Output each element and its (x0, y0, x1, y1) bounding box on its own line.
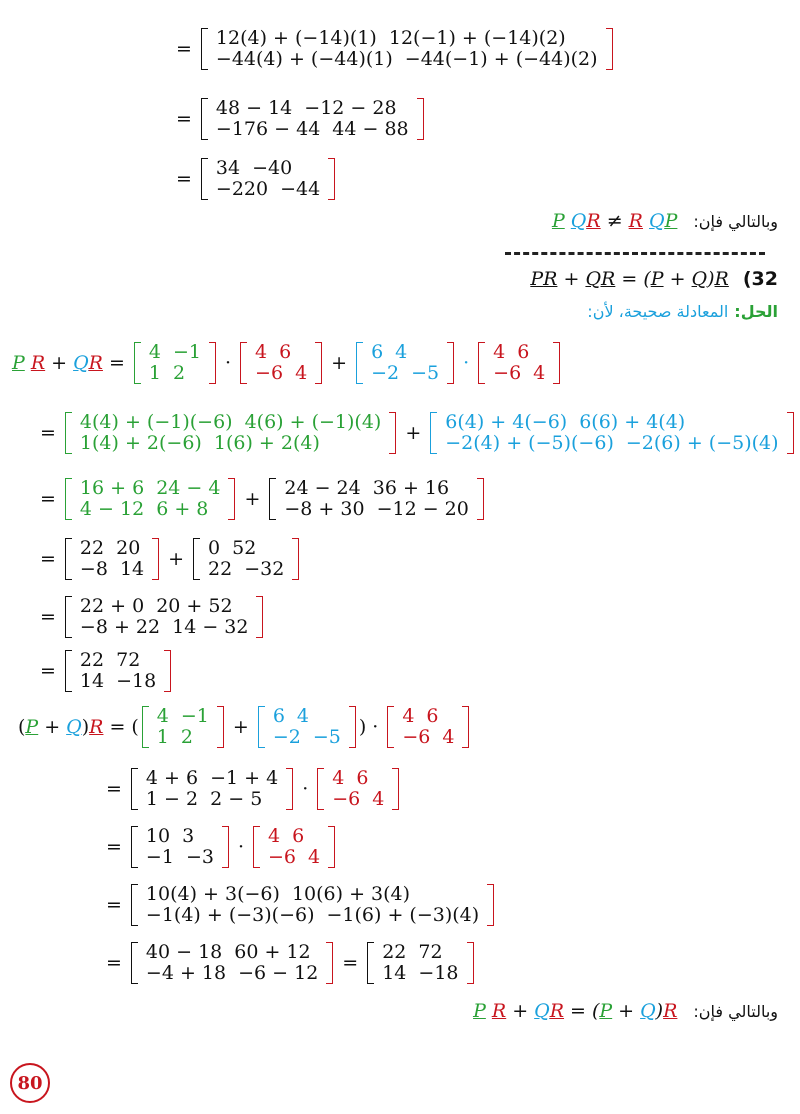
matrix-cell: −2(4) + (−5)(−6) (445, 432, 614, 454)
matrix-cell: 22 (208, 558, 233, 580)
matrix-cell: 2 (172, 362, 186, 384)
matrix-cell: −220 (215, 178, 269, 200)
matrix-cell: −40 (252, 157, 293, 179)
solution-label: الحل: (734, 302, 778, 321)
matrix-cell: −8 + 22 (79, 616, 161, 638)
matrix-cell: −1(6) + (−3)(4) (326, 904, 480, 926)
matrix-cell: −2 (371, 362, 400, 384)
matrix-cell: 6(4) + 4(−6) (445, 411, 568, 433)
matrix-cell: 4 (148, 341, 161, 363)
matrix-cell: 4 (395, 341, 408, 363)
conclusion-label: وبالتالي فإن: (693, 211, 778, 231)
q32-expression: PR + QR = (P + Q)R (530, 268, 729, 290)
matrix-r (387, 706, 469, 748)
conclusion-expression: P QR ≠ R QP (551, 210, 678, 232)
matrix-cell: −18 (116, 670, 157, 692)
matrix-cell: −6 (332, 788, 361, 810)
matrix-cell: −5 (411, 362, 440, 384)
matrix-cell: −12 − 20 (376, 498, 469, 520)
matrix-cell: −6 (268, 846, 297, 868)
matrix-cell: 14 (79, 670, 105, 692)
matrix-cell: 60 + 12 (234, 941, 311, 963)
matrix (430, 412, 793, 454)
matrix-cell: −8 (79, 558, 108, 580)
matrix-cell: −176 − 44 (215, 118, 321, 140)
eq-step-3: = 22 20 −8 14 + 0 52 22 −32 (34, 538, 302, 580)
matrix-cell: 12(4) + (−14)(1) (215, 27, 377, 49)
matrix-cell: 24 − 24 (284, 477, 361, 499)
matrix (201, 28, 613, 70)
matrix-cell: 22 (382, 941, 407, 963)
matrix-cell: 4 (255, 341, 268, 363)
matrix-cell: −5 (312, 726, 341, 748)
eq-pr-qr: P R + Q R = 4 −1 1 2 · 4 6 −6 4 + 6 4 −2 −5 · 4 6 −6 4 (12, 342, 563, 384)
section-divider (505, 252, 765, 255)
matrix-cell: −6 − 12 (238, 962, 319, 984)
matrix-cell: −4 + 18 (145, 962, 227, 984)
matrix-cell: 12(−1) + (−14)(2) (388, 27, 566, 49)
matrix-cell: 72 (418, 941, 443, 963)
matrix-cell: 4 (156, 705, 169, 727)
matrix (131, 826, 229, 868)
eq2-step-3: = 10(4) + 3(−6) 10(6) + 3(4) −1(4) + (−3)(−6) −1(6) + (−3)(4) (100, 884, 497, 926)
matrix-cell: 20 (116, 537, 141, 559)
matrix-cell: 36 + 16 (372, 477, 450, 499)
matrix-cell: −2(6) + (−5)(4) (625, 432, 779, 454)
matrix-cell: −44(4) + (−44)(1) (215, 48, 393, 70)
matrix-cell: 1 (148, 362, 161, 384)
matrix (193, 538, 299, 580)
matrix-cell: 14 (382, 962, 407, 984)
matrix-cell: 20 + 52 (156, 595, 233, 617)
eq-p-plus-q-r: ( P + Q ) R = ( 4 −1 1 2 + 6 4 −2 −5 ) · 4 6 −6 4 (18, 706, 472, 748)
solution-text: المعادلة صحيحة، لأن: (587, 302, 729, 321)
matrix-p (134, 342, 216, 384)
matrix-cell: −32 (244, 558, 285, 580)
matrix-cell: 4(4) + (−1)(−6) (79, 411, 233, 433)
eq2-step-2: = 10 3 −1 −3 · 4 6 −6 4 (100, 826, 338, 868)
matrix-r (478, 342, 560, 384)
eq-step-4: = 22 + 0 20 + 52 −8 + 22 14 − 32 (34, 596, 266, 638)
matrix-cell: 6 (356, 767, 369, 789)
matrix-cell: 6(6) + 4(4) (579, 411, 686, 433)
matrix (65, 538, 159, 580)
matrix-r (317, 768, 399, 810)
matrix-cell: −3 (185, 846, 214, 868)
matrix-cell: 34 (215, 157, 241, 179)
matrix-cell: 4 (402, 705, 415, 727)
matrix-cell: −1 (172, 341, 201, 363)
matrix-cell: 4(6) + (−1)(4) (244, 411, 382, 433)
top-line-2: = 48 − 14 −12 − 28 −176 − 44 44 − 88 (170, 98, 427, 140)
matrix-r (253, 826, 335, 868)
matrix-cell: 6 (371, 341, 384, 363)
matrix-cell: 6 (272, 705, 285, 727)
matrix-cell: −12 − 28 (304, 97, 397, 119)
matrix (65, 650, 171, 692)
matrix-cell: 3 (182, 825, 195, 847)
matrix-q (356, 342, 454, 384)
matrix (131, 942, 333, 984)
matrix-cell: −6 (402, 726, 431, 748)
eq2-step-4: = 40 − 18 60 + 12 −4 + 18 −6 − 12 = 22 72 14 −18 (100, 942, 477, 984)
q32-number: 32) (742, 268, 778, 290)
matrix-cell: −18 (418, 962, 459, 984)
matrix (201, 158, 335, 200)
matrix-cell: 6 (426, 705, 439, 727)
matrix-cell: 4 (332, 767, 345, 789)
eq-step-5: = 22 72 14 −18 (34, 650, 174, 692)
page-number-badge (10, 1063, 50, 1103)
matrix-cell: 4 (296, 705, 310, 727)
matrix-cell: −1(4) + (−3)(−6) (145, 904, 315, 926)
matrix-cell: −44(−1) + (−44)(2) (404, 48, 598, 70)
conclusion-top (552, 210, 778, 232)
matrix-cell: 4 + 6 (145, 767, 199, 789)
matrix-cell: 1(4) + 2(−6) (79, 432, 202, 454)
matrix-cell: 4 (372, 788, 385, 810)
matrix-cell: 10(6) + 3(4) (291, 883, 411, 905)
matrix (131, 768, 293, 810)
matrix-r (240, 342, 322, 384)
top-line-1: = 12(4) + (−14)(1) 12(−1) + (−14)(2) −44(4) + (−44)(1) −44(−1) + (−44)(2) (170, 28, 616, 70)
matrix (65, 478, 236, 520)
matrix-cell: 16 + 6 (79, 477, 145, 499)
eq-step-2: = 16 + 6 24 − 4 4 − 12 6 + 8 + 24 − 24 36 + 16 −8 + 30 −12 − 20 (34, 478, 487, 520)
matrix-cell: 4 (442, 726, 455, 748)
conclusion-bottom (473, 1000, 778, 1022)
matrix-cell: −1 + 4 (210, 767, 279, 789)
eq-step-1: = 4(4) + (−1)(−6) 4(6) + (−1)(4) 1(4) + 2(−6) 1(6) + 2(4) + 6(4) + 4(−6) 6(6) + 4(4) −2(4) + (−5)(−6) −2(6) + (−5)(4) (34, 412, 797, 454)
conclusion-label-2: وبالتالي فإن: (693, 1001, 778, 1021)
matrix-p (142, 706, 224, 748)
matrix-cell: 6 (517, 341, 530, 363)
matrix-cell: 4 (268, 825, 281, 847)
matrix-cell: 48 − 14 (215, 97, 293, 119)
matrix (367, 942, 473, 984)
matrix-cell: 1 (156, 726, 169, 748)
matrix-cell: 10(4) + 3(−6) (145, 883, 280, 905)
matrix-cell: 14 − 32 (172, 616, 249, 638)
q32-statement (530, 268, 778, 290)
matrix-cell: 4 (493, 341, 506, 363)
conclusion-expression-2: P R + QR = (P + Q)R (473, 1000, 678, 1022)
matrix-cell: 4 (533, 362, 546, 384)
matrix-cell: −8 + 30 (284, 498, 365, 520)
matrix-cell: 24 − 4 (156, 477, 221, 499)
matrix-cell: 6 (292, 825, 305, 847)
matrix-cell: −44 (280, 178, 321, 200)
matrix-cell: 6 (279, 341, 292, 363)
matrix-cell: 6 + 8 (156, 498, 209, 520)
matrix-cell: 10 (145, 825, 171, 847)
matrix-cell: −1 (180, 705, 209, 727)
matrix-cell: −6 (493, 362, 522, 384)
matrix (131, 884, 494, 926)
matrix-cell: −1 (145, 846, 174, 868)
matrix (65, 596, 264, 638)
matrix-cell: −2 (272, 726, 301, 748)
matrix-cell: 40 − 18 (145, 941, 223, 963)
matrix-cell: 72 (116, 649, 141, 671)
eq2-step-1: = 4 + 6 −1 + 4 1 − 2 2 − 5 · 4 6 −6 4 (100, 768, 402, 810)
matrix-cell: 4 − 12 (79, 498, 145, 520)
solution-line (587, 302, 778, 321)
matrix (201, 98, 424, 140)
page-number: 80 (17, 1072, 43, 1094)
matrix (65, 412, 396, 454)
matrix-cell: 4 (295, 362, 308, 384)
matrix-cell: 4 (308, 846, 321, 868)
matrix-cell: 22 (79, 649, 105, 671)
matrix-q (258, 706, 356, 748)
matrix-cell: 22 (79, 537, 105, 559)
matrix-cell: 22 + 0 (79, 595, 145, 617)
matrix-cell: 52 (232, 537, 257, 559)
matrix (269, 478, 483, 520)
matrix-cell: 0 (208, 537, 221, 559)
matrix-cell: 2 (180, 726, 193, 748)
matrix-cell: 44 − 88 (332, 118, 409, 140)
matrix-cell: −6 (255, 362, 284, 384)
matrix-cell: 14 (119, 558, 145, 580)
matrix-cell: 1(6) + 2(4) (213, 432, 320, 454)
matrix-cell: 1 − 2 (145, 788, 199, 810)
top-line-3: = 34 −40 −220 −44 (170, 158, 338, 200)
matrix-cell: 2 − 5 (210, 788, 263, 810)
